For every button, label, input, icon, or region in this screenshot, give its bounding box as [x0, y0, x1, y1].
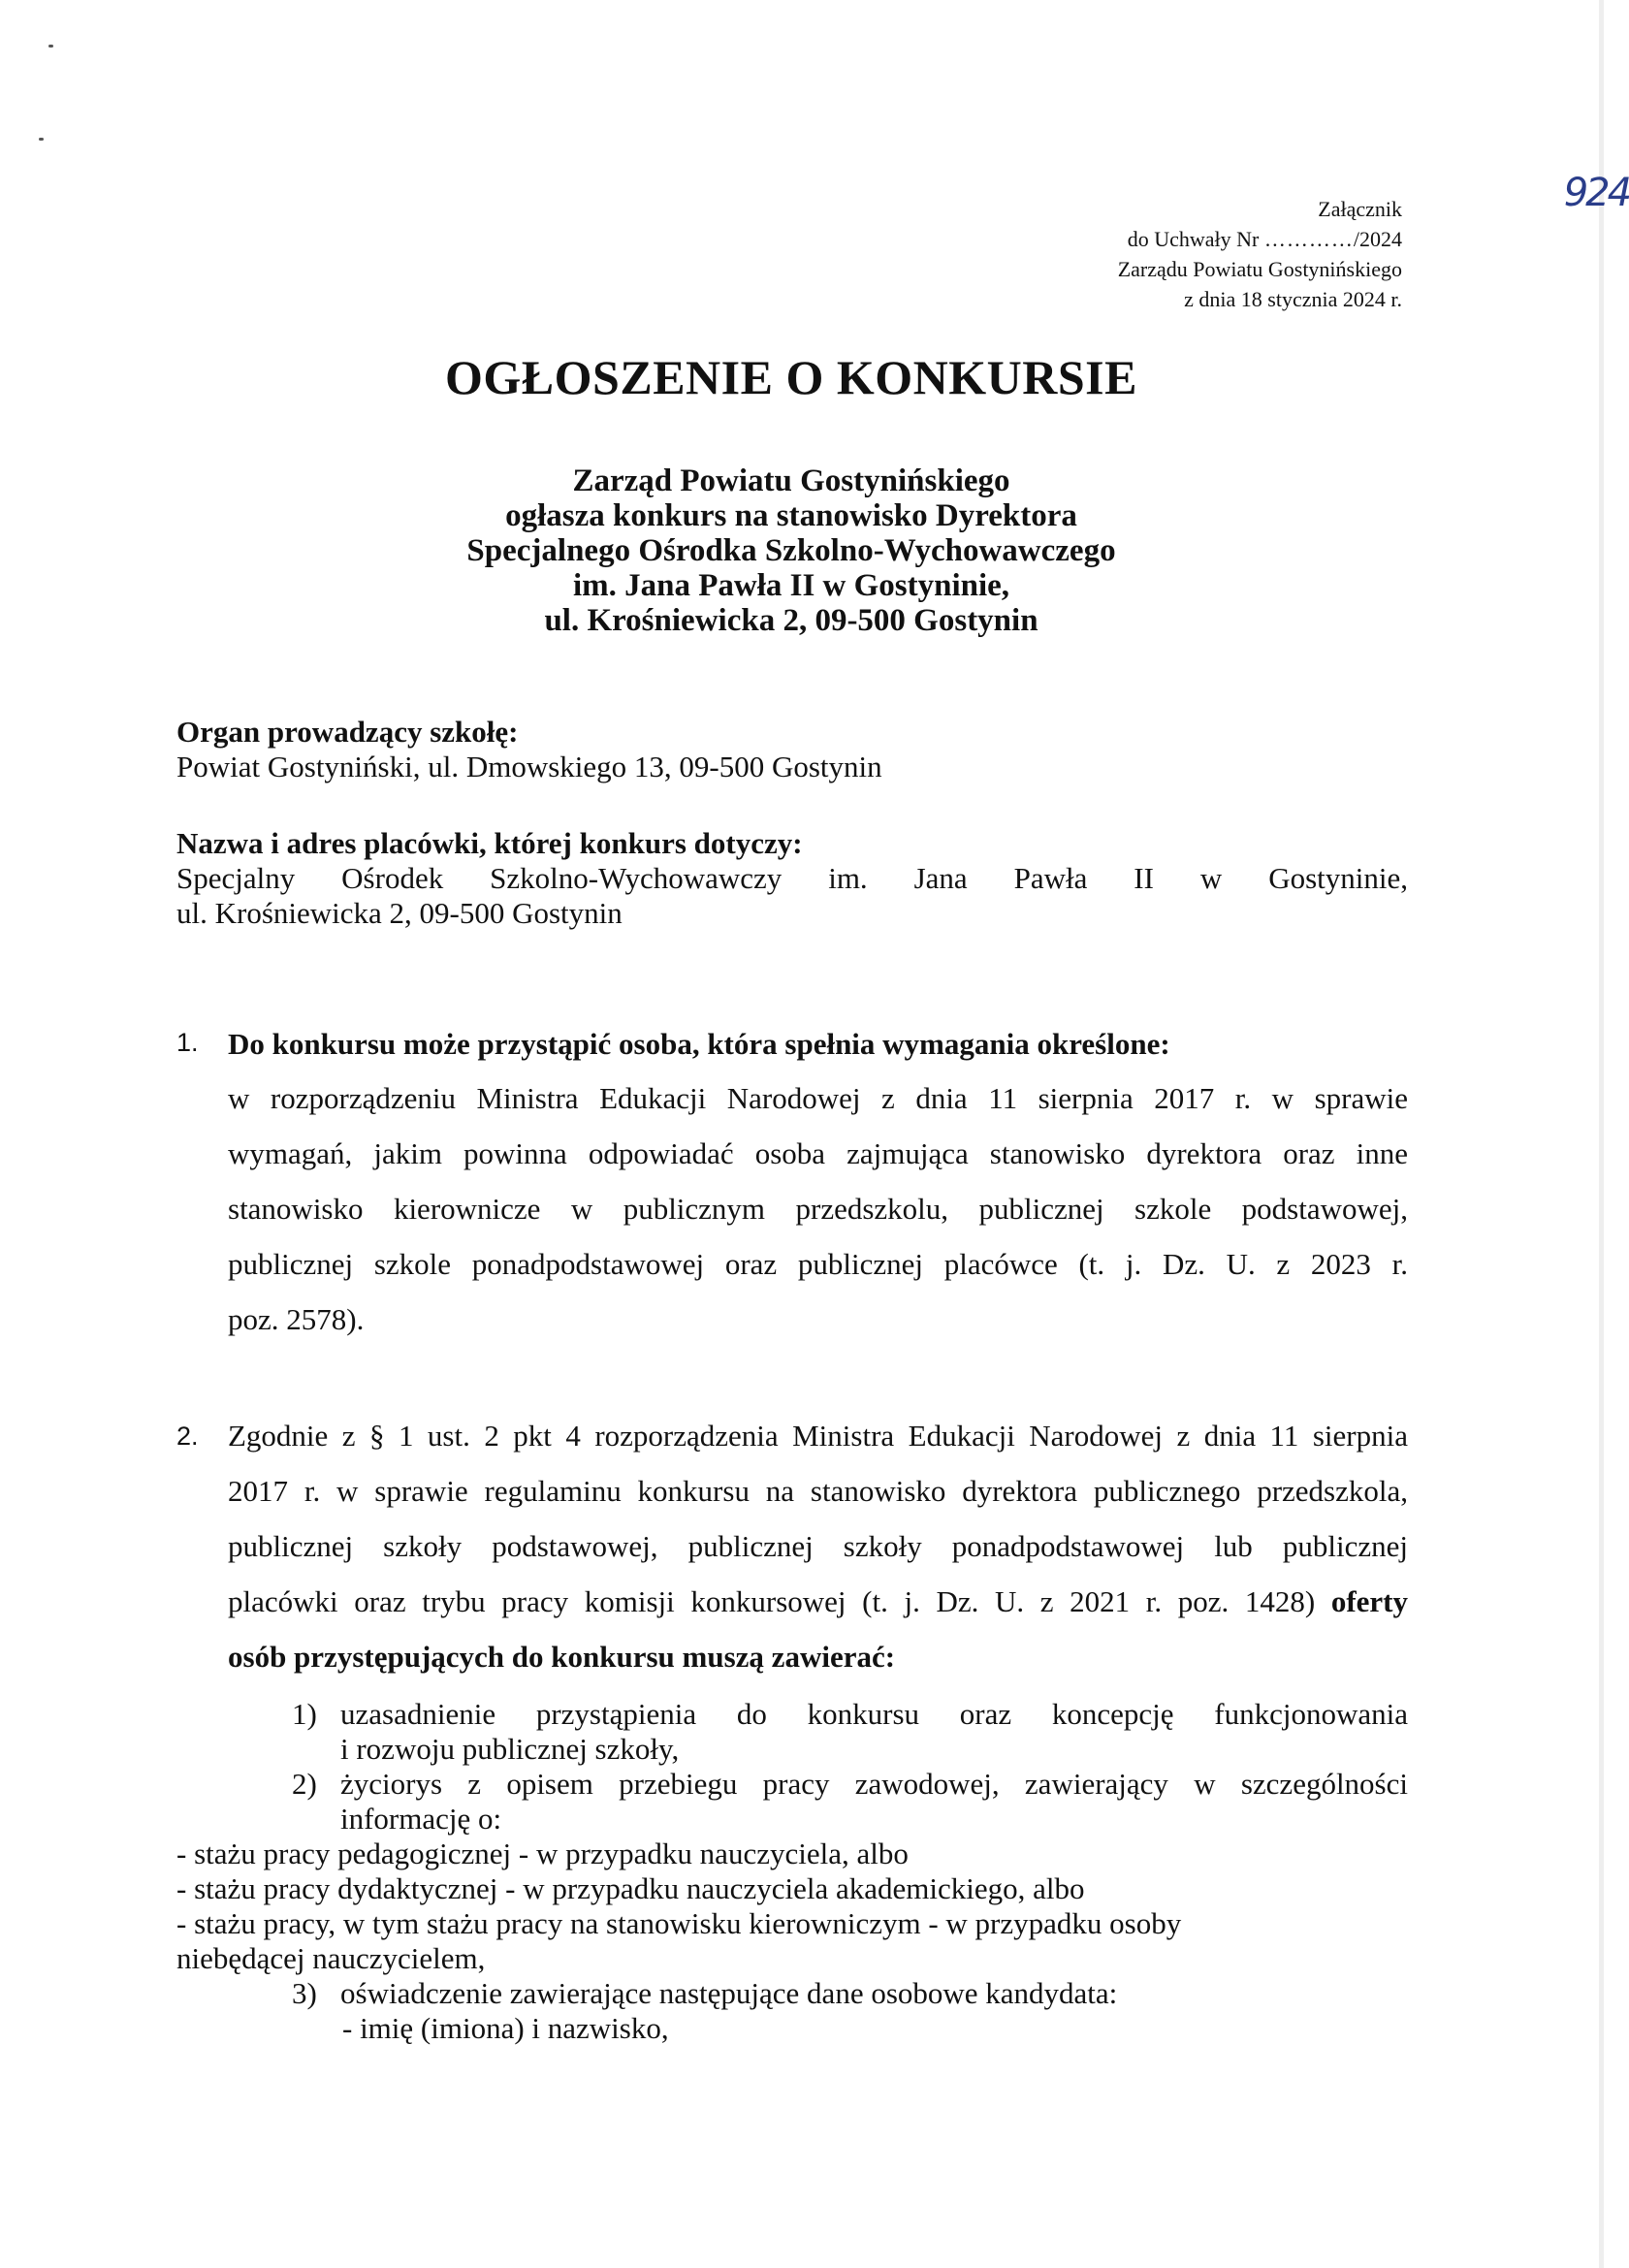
dash-line: - stażu pracy dydaktycznej - w przypadku nauczyciela akademickiego, albo — [176, 1871, 1085, 1905]
list-number: 3) — [292, 1976, 317, 2010]
list-item — [176, 1976, 1408, 2011]
section-heading: Do konkursu może przystąpić osoba, która spełnia wymagania określone: — [228, 1027, 1170, 1061]
facility-section — [176, 826, 1408, 931]
announcement-line: im. Jana Pawła II w Gostyninie, — [572, 568, 1010, 603]
section-1 — [176, 1018, 1408, 1347]
attachment-label: Załącznik — [1318, 197, 1402, 221]
scan-speck — [39, 138, 44, 141]
dash-line: - stażu pracy, w tym stażu pracy na stanowisku kierowniczym - w przypadku osoby — [176, 1906, 1182, 1940]
announcement-block — [0, 463, 1582, 638]
announcement-line: Zarząd Powiatu Gostynińskiego — [572, 463, 1010, 498]
requirements-list — [176, 1697, 1408, 2046]
announcement-line: Specjalnego Ośrodka Szkolno-Wychowawczego — [466, 533, 1116, 568]
section-line: Zgodnie z § 1 ust. 2 pkt 4 rozporządzenia Ministra Edukacji Narodowej z dnia 11 sierpnia — [228, 1419, 1408, 1453]
page-title: OGŁOSZENIE O KONKURSIE — [445, 350, 1137, 404]
resolution-line: do Uchwały Nr …………/2024 — [1127, 227, 1402, 251]
scan-speck — [48, 45, 53, 48]
scan-edge — [1599, 0, 1604, 2268]
announcement-line: ogłasza konkurs na stanowisko Dyrektora — [505, 498, 1077, 533]
section-2 — [176, 1408, 1408, 1684]
bold-tail: oferty — [1330, 1584, 1408, 1618]
facility-line: Specjalny Ośrodek Szkolno-Wychowawczy im. Jana Pawła II w Gostyninie, — [176, 861, 1408, 895]
list-line: informację o: — [340, 1802, 502, 1836]
list-line: oświadczenie zawierające następujące dane osobowe kandydata: — [340, 1976, 1118, 2010]
list-item — [176, 1767, 1408, 1837]
dash-line: - imię (imiona) i nazwisko, — [342, 2011, 669, 2045]
facility-line: ul. Krośniewicka 2, 09-500 Gostynin — [176, 896, 623, 930]
attachment-header — [1117, 171, 1629, 314]
list-line: życiorys z opisem przebiegu pracy zawodowej, zawierający w szczególności — [340, 1767, 1408, 1801]
board-line: Zarządu Powiatu Gostynińskiego — [1117, 257, 1402, 281]
organ-heading: Organ prowadzący szkołę: — [176, 715, 519, 749]
section-line: publicznej szkole ponadpodstawowej oraz publicznej placówce (t. j. Dz. U. z 2023 r. — [228, 1247, 1408, 1281]
organ-section — [176, 715, 1408, 784]
date-line: z dnia 18 stycznia 2024 r. — [1184, 287, 1402, 311]
facility-heading: Nazwa i adres placówki, której konkurs dotyczy: — [176, 826, 803, 860]
section-number: 2. — [176, 1421, 199, 1451]
section-line: w rozporządzeniu Ministra Edukacji Narodowej z dnia 11 sierpnia 2017 r. w sprawie — [228, 1081, 1408, 1115]
list-number: 2) — [292, 1767, 317, 1801]
section-line: poz. 2578). — [228, 1302, 365, 1336]
section-bold-line: osób przystępujących do konkursu muszą zawierać: — [228, 1640, 896, 1674]
list-number: 1) — [292, 1697, 317, 1731]
list-item — [176, 1697, 1408, 1767]
section-line: 2017 r. w sprawie regulaminu konkursu na stanowisko dyrektora publicznego przedszkola, — [228, 1474, 1408, 1508]
section-line: publicznej szkoły podstawowej, publicznej szkoły ponadpodstawowej lub publicznej — [228, 1529, 1408, 1563]
list-line: i rozwoju publicznej szkoły, — [340, 1732, 680, 1766]
announcement-line: ul. Krośniewicka 2, 09-500 Gostynin — [544, 603, 1038, 638]
section-line: placówki oraz trybu pracy komisji konkursowej (t. j. Dz. U. z 2021 r. poz. 1428) oferty — [228, 1584, 1408, 1618]
handwritten-number: 924 — [1563, 171, 1629, 215]
section-line: stanowisko kierownicze w publicznym przedszkolu, publicznej szkole podstawowej, — [228, 1192, 1408, 1226]
section-number: 1. — [176, 1028, 199, 1057]
dash-line: niebędącej nauczycielem, — [176, 1941, 486, 1975]
dash-line: - stażu pracy pedagogicznej - w przypadku nauczyciela, albo — [176, 1837, 909, 1870]
section-line: wymagań, jakim powinna odpowiadać osoba zajmująca stanowisko dyrektora oraz inne — [228, 1136, 1408, 1170]
organ-text: Powiat Gostyniński, ul. Dmowskiego 13, 09-500 Gostynin — [176, 750, 882, 783]
list-line: uzasadnienie przystąpienia do konkursu oraz koncepcję funkcjonowania — [340, 1697, 1408, 1731]
